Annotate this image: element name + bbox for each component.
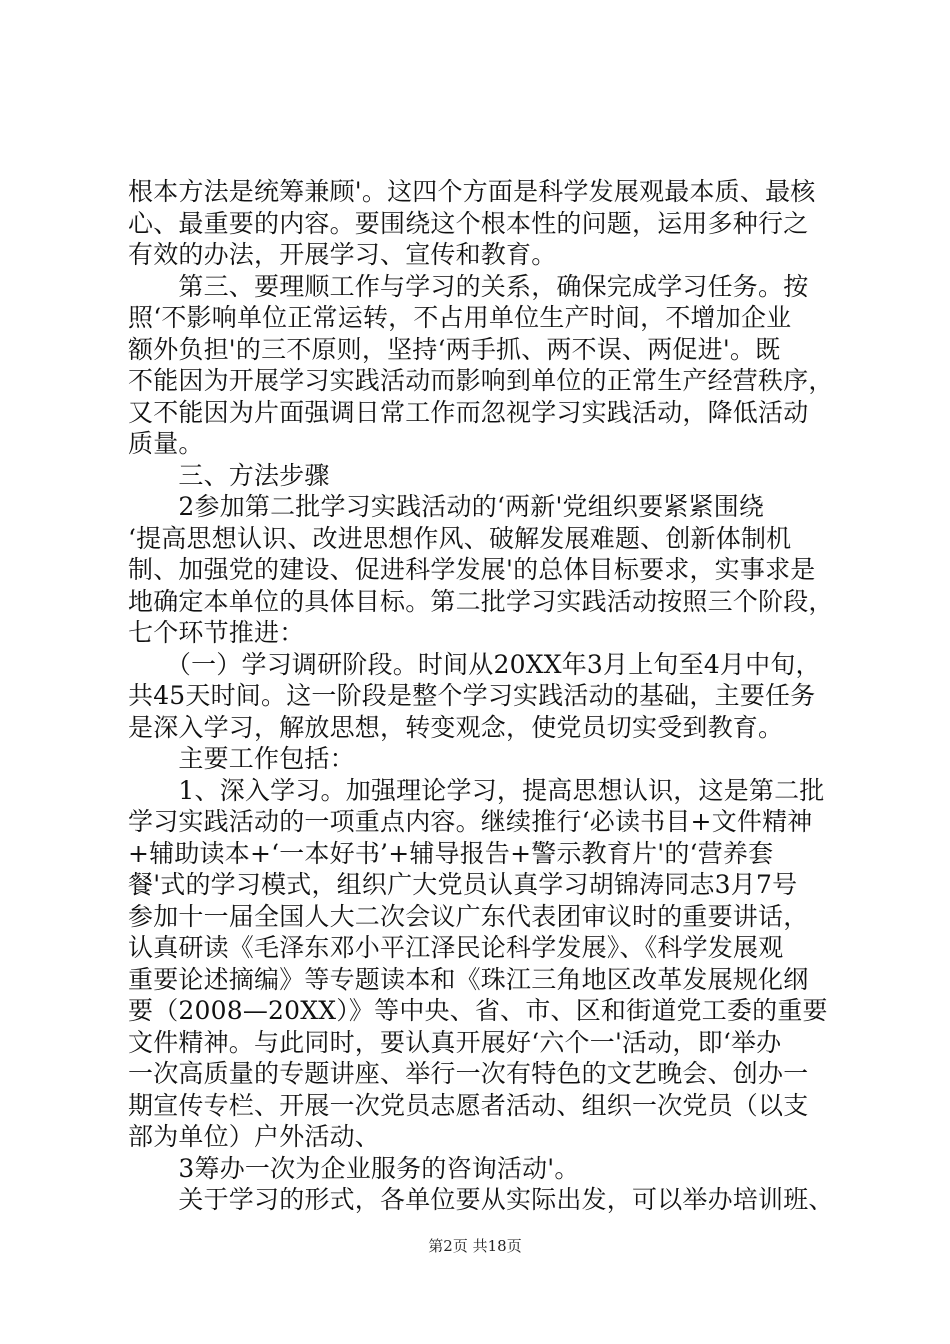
text-line: 重要论述摘编》等专题读本和《珠江三角地区改革发展规化纲: [128, 964, 809, 994]
text-line: 期宣传专栏、开展一次党员志愿者活动、组织一次党员（以支: [128, 1090, 809, 1120]
text-line: 质量。: [128, 429, 204, 458]
text-line: 认真研读《毛泽东邓小平江泽民论科学发展》、《科学发展观: [128, 933, 784, 962]
text-line: 学习实践活动的一项重点内容。继续推行‘必读书目+文件精神: [128, 807, 813, 836]
section-heading: 三、方法步骤: [128, 460, 330, 490]
text-line: 主要工作包括：: [128, 744, 355, 773]
text-line: +辅助读本+‘一本好书’+辅导报告+警示教育片'的‘营养套: [128, 838, 774, 868]
text-line: 文件精神。与此同时，要认真开展好‘六个一'活动，即‘举办: [128, 1027, 782, 1057]
text-line: ‘提高思想认识、改进思想作风、破解发展难题、创新体制机: [128, 523, 792, 553]
text-line: （一）学习调研阶段。时间从20XX年3月上旬至4月中旬，: [128, 649, 821, 679]
text-line: 部为单位）户外活动、: [128, 1122, 381, 1151]
text-line: 制、加强党的建设、促进科学发展'的总体目标要求，实事求是: [128, 555, 816, 584]
text-line: 一次高质量的专题讲座、举行一次有特色的文艺晚会、创办一: [128, 1059, 809, 1088]
text-line: 餐'式的学习模式，组织广大党员认真学习胡锦涛同志3月7号: [128, 870, 798, 899]
text-line: 是深入学习，解放思想，转变观念，使党员切实受到教育。: [128, 712, 784, 742]
text-line: 照‘不影响单位正常运转，不占用单位生产时间，不增加企业: [128, 303, 792, 332]
text-line: 有效的办法，开展学习、宣传和教育。: [128, 240, 557, 269]
text-line: 1、深入学习。加强理论学习，提高思想认识，这是第二批: [128, 775, 825, 805]
text-line: 3筹办一次为企业服务的咨询活动'。: [128, 1153, 580, 1183]
text-line: 关于学习的形式，各单位要从实际出发，可以举办培训班、: [128, 1185, 834, 1214]
text-line: 额外负担'的三不原则，坚持‘两手抓、两不误、两促进'。既: [128, 334, 781, 364]
text-line: 地确定本单位的具体目标。第二批学习实践活动按照三个阶段，: [128, 586, 834, 616]
text-line: 参加十一届全国人大二次会议广东代表团审议时的重要讲话，: [128, 901, 809, 931]
text-line: 根本方法是统筹兼顾'。这四个方面是科学发展观最本质、最核: [128, 177, 816, 206]
text-line: 不能因为开展学习实践活动而影响到单位的正常生产经营秩序，: [128, 366, 834, 395]
text-line: 又不能因为片面强调日常工作而忽视学习实践活动，降低活动: [128, 397, 809, 427]
text-line: 第三、要理顺工作与学习的关系，确保完成学习任务。按: [128, 271, 809, 301]
text-line: 七个环节推进：: [128, 618, 305, 647]
page-number-footer: 第2页 共18页: [428, 1237, 522, 1255]
body-text: [128, 176, 838, 1216]
text-line: 要（2008—20XX）》等中央、省、市、区和街道党工委的重要: [128, 996, 828, 1025]
text-line: 心、最重要的内容。要围绕这个根本性的问题，运用多种行之: [128, 208, 809, 238]
text-line: 2参加第二批学习实践活动的‘两新'党组织要紧紧围绕: [128, 492, 765, 521]
text-line: 共45天时间。这一阶段是整个学习实践活动的基础，主要任务: [128, 681, 816, 710]
